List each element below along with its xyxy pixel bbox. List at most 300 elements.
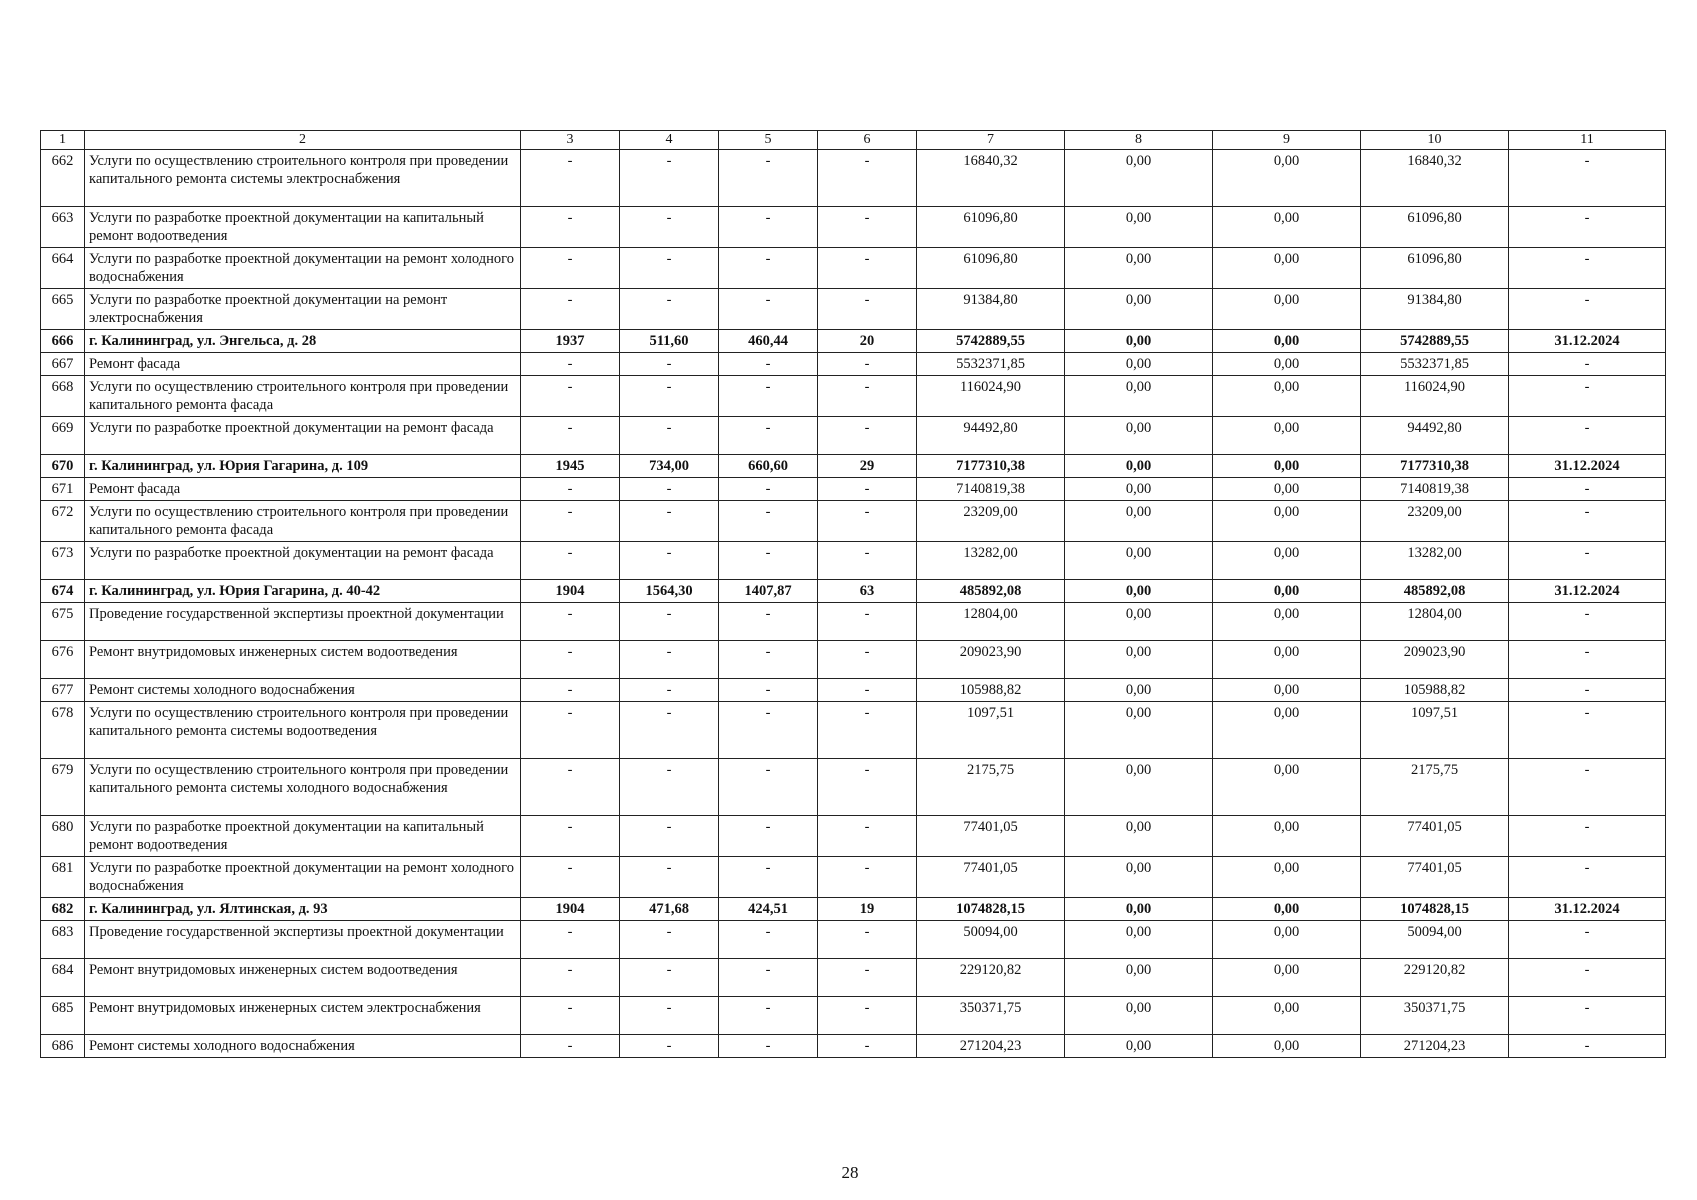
cell-col-5: - — [719, 641, 818, 679]
work-name: Услуги по осуществлению строительного контроля при проведении капитального ремонта системы холодного водоснабжения — [85, 759, 521, 816]
table-row — [41, 330, 1666, 353]
table-row — [41, 150, 1666, 207]
cell-col-7: 209023,90 — [917, 641, 1065, 679]
table-row — [41, 207, 1666, 248]
cell-col-6: - — [818, 759, 917, 816]
cell-col-10: 7140819,38 — [1361, 478, 1509, 501]
cell-col-6: - — [818, 679, 917, 702]
cell-col-4: - — [620, 353, 719, 376]
work-name: Услуги по осуществлению строительного контроля при проведении капитального ремонта фасада — [85, 376, 521, 417]
cell-col-6: - — [818, 289, 917, 330]
cell-col-11: - — [1509, 816, 1666, 857]
cell-col-8: 0,00 — [1065, 603, 1213, 641]
work-name: Ремонт системы холодного водоснабжения — [85, 1035, 521, 1058]
cell-col-4: 471,68 — [620, 898, 719, 921]
cell-col-3: - — [521, 702, 620, 759]
row-number: 667 — [41, 353, 85, 376]
cell-col-11: 31.12.2024 — [1509, 580, 1666, 603]
repair-register-table — [40, 130, 1666, 1058]
cell-col-6: - — [818, 417, 917, 455]
cell-col-4: - — [620, 603, 719, 641]
cell-col-4: - — [620, 857, 719, 898]
work-name: Услуги по разработке проектной документации на капитальный ремонт водоотведения — [85, 816, 521, 857]
cell-col-10: 7177310,38 — [1361, 455, 1509, 478]
table-row — [41, 478, 1666, 501]
cell-col-11: - — [1509, 501, 1666, 542]
table-row — [41, 353, 1666, 376]
table-row — [41, 289, 1666, 330]
cell-col-6: - — [818, 501, 917, 542]
cell-col-9: 0,00 — [1213, 997, 1361, 1035]
work-name: Ремонт внутридомовых инженерных систем водоотведения — [85, 959, 521, 997]
cell-col-7: 2175,75 — [917, 759, 1065, 816]
cell-col-4: - — [620, 959, 719, 997]
cell-col-9: 0,00 — [1213, 816, 1361, 857]
cell-col-6: - — [818, 959, 917, 997]
cell-col-3: - — [521, 959, 620, 997]
cell-col-7: 1074828,15 — [917, 898, 1065, 921]
table-body — [41, 131, 1666, 1058]
cell-col-5: 660,60 — [719, 455, 818, 478]
work-name: Проведение государственной экспертизы проектной документации — [85, 921, 521, 959]
cell-col-9: 0,00 — [1213, 417, 1361, 455]
cell-col-8: 0,00 — [1065, 702, 1213, 759]
cell-col-8: 0,00 — [1065, 289, 1213, 330]
row-number: 673 — [41, 542, 85, 580]
cell-col-9: 0,00 — [1213, 857, 1361, 898]
cell-col-6: 63 — [818, 580, 917, 603]
cell-col-4: - — [620, 376, 719, 417]
cell-col-10: 229120,82 — [1361, 959, 1509, 997]
row-number: 679 — [41, 759, 85, 816]
cell-col-3: - — [521, 501, 620, 542]
cell-col-4: - — [620, 289, 719, 330]
cell-col-6: - — [818, 603, 917, 641]
table-row — [41, 603, 1666, 641]
cell-col-6: - — [818, 641, 917, 679]
cell-col-8: 0,00 — [1065, 417, 1213, 455]
row-number: 682 — [41, 898, 85, 921]
cell-col-11: - — [1509, 857, 1666, 898]
cell-col-5: - — [719, 542, 818, 580]
work-name: Услуги по разработке проектной документации на ремонт электроснабжения — [85, 289, 521, 330]
cell-col-11: 31.12.2024 — [1509, 330, 1666, 353]
page-number: 28 — [841, 1163, 859, 1182]
cell-col-4: 1564,30 — [620, 580, 719, 603]
row-number: 674 — [41, 580, 85, 603]
cell-col-9: 0,00 — [1213, 330, 1361, 353]
table-row — [41, 898, 1666, 921]
cell-col-8: 0,00 — [1065, 150, 1213, 207]
cell-col-5: - — [719, 997, 818, 1035]
cell-col-8: 0,00 — [1065, 898, 1213, 921]
cell-col-7: 5532371,85 — [917, 353, 1065, 376]
cell-col-7: 50094,00 — [917, 921, 1065, 959]
work-name: Услуги по разработке проектной документации на ремонт фасада — [85, 542, 521, 580]
table-row — [41, 679, 1666, 702]
cell-col-10: 5532371,85 — [1361, 353, 1509, 376]
work-name: г. Калининград, ул. Юрия Гагарина, д. 109 — [85, 455, 521, 478]
cell-col-4: - — [620, 542, 719, 580]
cell-col-9: 0,00 — [1213, 759, 1361, 816]
cell-col-9: 0,00 — [1213, 921, 1361, 959]
cell-col-6: - — [818, 857, 917, 898]
work-name: Ремонт фасада — [85, 353, 521, 376]
cell-col-8: 0,00 — [1065, 580, 1213, 603]
cell-col-8: 0,00 — [1065, 248, 1213, 289]
cell-col-7: 77401,05 — [917, 857, 1065, 898]
cell-col-11: - — [1509, 289, 1666, 330]
cell-col-6: - — [818, 353, 917, 376]
cell-col-5: - — [719, 353, 818, 376]
cell-col-10: 271204,23 — [1361, 1035, 1509, 1058]
cell-col-10: 94492,80 — [1361, 417, 1509, 455]
cell-col-3: 1904 — [521, 898, 620, 921]
cell-col-3: - — [521, 376, 620, 417]
cell-col-9: 0,00 — [1213, 542, 1361, 580]
cell-col-7: 229120,82 — [917, 959, 1065, 997]
cell-col-7: 485892,08 — [917, 580, 1065, 603]
work-name: Проведение государственной экспертизы проектной документации — [85, 603, 521, 641]
cell-col-9: 0,00 — [1213, 679, 1361, 702]
cell-col-10: 13282,00 — [1361, 542, 1509, 580]
work-name: Ремонт фасада — [85, 478, 521, 501]
row-number: 680 — [41, 816, 85, 857]
cell-col-8: 0,00 — [1065, 455, 1213, 478]
row-number: 663 — [41, 207, 85, 248]
work-name: г. Калининград, ул. Ялтинская, д. 93 — [85, 898, 521, 921]
cell-col-4: - — [620, 759, 719, 816]
cell-col-11: - — [1509, 702, 1666, 759]
work-name: Услуги по разработке проектной документации на ремонт холодного водоснабжения — [85, 857, 521, 898]
cell-col-6: 29 — [818, 455, 917, 478]
cell-col-7: 61096,80 — [917, 207, 1065, 248]
cell-col-4: - — [620, 816, 719, 857]
cell-col-4: 734,00 — [620, 455, 719, 478]
cell-col-9: 0,00 — [1213, 603, 1361, 641]
work-name: г. Калининград, ул. Юрия Гагарина, д. 40-42 — [85, 580, 521, 603]
cell-col-3: - — [521, 603, 620, 641]
cell-col-3: - — [521, 542, 620, 580]
cell-col-4: - — [620, 478, 719, 501]
cell-col-8: 0,00 — [1065, 478, 1213, 501]
row-number: 676 — [41, 641, 85, 679]
cell-col-4: - — [620, 679, 719, 702]
cell-col-10: 105988,82 — [1361, 679, 1509, 702]
column-header: 11 — [1509, 131, 1666, 150]
cell-col-3: - — [521, 248, 620, 289]
cell-col-11: - — [1509, 542, 1666, 580]
cell-col-8: 0,00 — [1065, 330, 1213, 353]
cell-col-11: - — [1509, 603, 1666, 641]
cell-col-7: 271204,23 — [917, 1035, 1065, 1058]
cell-col-5: - — [719, 959, 818, 997]
column-header: 2 — [85, 131, 521, 150]
work-name: Услуги по разработке проектной документации на ремонт фасада — [85, 417, 521, 455]
cell-col-11: - — [1509, 759, 1666, 816]
cell-col-9: 0,00 — [1213, 248, 1361, 289]
cell-col-5: - — [719, 921, 818, 959]
row-number: 672 — [41, 501, 85, 542]
cell-col-11: - — [1509, 959, 1666, 997]
cell-col-5: - — [719, 857, 818, 898]
cell-col-10: 2175,75 — [1361, 759, 1509, 816]
column-number-row — [41, 131, 1666, 150]
cell-col-4: 511,60 — [620, 330, 719, 353]
cell-col-8: 0,00 — [1065, 816, 1213, 857]
cell-col-9: 0,00 — [1213, 959, 1361, 997]
cell-col-5: 1407,87 — [719, 580, 818, 603]
row-number: 685 — [41, 997, 85, 1035]
cell-col-11: - — [1509, 921, 1666, 959]
cell-col-10: 23209,00 — [1361, 501, 1509, 542]
table-row — [41, 376, 1666, 417]
cell-col-5: - — [719, 248, 818, 289]
cell-col-6: - — [818, 478, 917, 501]
cell-col-7: 77401,05 — [917, 816, 1065, 857]
cell-col-3: 1945 — [521, 455, 620, 478]
table-row — [41, 501, 1666, 542]
cell-col-7: 91384,80 — [917, 289, 1065, 330]
cell-col-4: - — [620, 248, 719, 289]
cell-col-10: 1097,51 — [1361, 702, 1509, 759]
cell-col-5: - — [719, 816, 818, 857]
cell-col-9: 0,00 — [1213, 376, 1361, 417]
cell-col-9: 0,00 — [1213, 353, 1361, 376]
row-number: 669 — [41, 417, 85, 455]
work-name: Услуги по разработке проектной документации на капитальный ремонт водоотведения — [85, 207, 521, 248]
cell-col-7: 5742889,55 — [917, 330, 1065, 353]
work-name: Услуги по разработке проектной документации на ремонт холодного водоснабжения — [85, 248, 521, 289]
cell-col-10: 61096,80 — [1361, 207, 1509, 248]
cell-col-8: 0,00 — [1065, 542, 1213, 580]
column-header: 10 — [1361, 131, 1509, 150]
cell-col-4: - — [620, 150, 719, 207]
work-name: Ремонт системы холодного водоснабжения — [85, 679, 521, 702]
cell-col-7: 23209,00 — [917, 501, 1065, 542]
cell-col-11: - — [1509, 997, 1666, 1035]
cell-col-9: 0,00 — [1213, 1035, 1361, 1058]
cell-col-7: 12804,00 — [917, 603, 1065, 641]
cell-col-5: - — [719, 376, 818, 417]
cell-col-3: - — [521, 417, 620, 455]
cell-col-11: 31.12.2024 — [1509, 898, 1666, 921]
cell-col-7: 7140819,38 — [917, 478, 1065, 501]
table-row — [41, 959, 1666, 997]
cell-col-11: - — [1509, 1035, 1666, 1058]
cell-col-3: - — [521, 207, 620, 248]
cell-col-3: 1904 — [521, 580, 620, 603]
cell-col-6: 20 — [818, 330, 917, 353]
table-row — [41, 997, 1666, 1035]
table-row — [41, 542, 1666, 580]
cell-col-9: 0,00 — [1213, 478, 1361, 501]
row-number: 665 — [41, 289, 85, 330]
cell-col-8: 0,00 — [1065, 997, 1213, 1035]
cell-col-4: - — [620, 501, 719, 542]
cell-col-9: 0,00 — [1213, 289, 1361, 330]
cell-col-3: - — [521, 641, 620, 679]
cell-col-4: - — [620, 702, 719, 759]
cell-col-6: - — [818, 816, 917, 857]
table-row — [41, 580, 1666, 603]
cell-col-6: - — [818, 150, 917, 207]
row-number: 677 — [41, 679, 85, 702]
cell-col-5: - — [719, 1035, 818, 1058]
cell-col-8: 0,00 — [1065, 641, 1213, 679]
cell-col-9: 0,00 — [1213, 455, 1361, 478]
cell-col-6: - — [818, 207, 917, 248]
cell-col-4: - — [620, 997, 719, 1035]
cell-col-7: 116024,90 — [917, 376, 1065, 417]
cell-col-11: 31.12.2024 — [1509, 455, 1666, 478]
column-header: 3 — [521, 131, 620, 150]
cell-col-8: 0,00 — [1065, 501, 1213, 542]
cell-col-3: - — [521, 997, 620, 1035]
table-row — [41, 759, 1666, 816]
table-row — [41, 455, 1666, 478]
cell-col-8: 0,00 — [1065, 759, 1213, 816]
row-number: 678 — [41, 702, 85, 759]
column-header: 5 — [719, 131, 818, 150]
cell-col-4: - — [620, 641, 719, 679]
work-name: Ремонт внутридомовых инженерных систем электроснабжения — [85, 997, 521, 1035]
cell-col-8: 0,00 — [1065, 353, 1213, 376]
cell-col-3: - — [521, 857, 620, 898]
row-number: 664 — [41, 248, 85, 289]
cell-col-11: - — [1509, 376, 1666, 417]
cell-col-11: - — [1509, 150, 1666, 207]
cell-col-10: 16840,32 — [1361, 150, 1509, 207]
cell-col-10: 5742889,55 — [1361, 330, 1509, 353]
row-number: 683 — [41, 921, 85, 959]
cell-col-6: - — [818, 702, 917, 759]
cell-col-3: 1937 — [521, 330, 620, 353]
cell-col-3: - — [521, 289, 620, 330]
cell-col-7: 94492,80 — [917, 417, 1065, 455]
row-number: 668 — [41, 376, 85, 417]
cell-col-11: - — [1509, 353, 1666, 376]
table-row — [41, 921, 1666, 959]
cell-col-4: - — [620, 1035, 719, 1058]
table-row — [41, 417, 1666, 455]
row-number: 684 — [41, 959, 85, 997]
column-header: 7 — [917, 131, 1065, 150]
cell-col-7: 16840,32 — [917, 150, 1065, 207]
row-number: 670 — [41, 455, 85, 478]
column-header: 1 — [41, 131, 85, 150]
cell-col-3: - — [521, 150, 620, 207]
cell-col-10: 485892,08 — [1361, 580, 1509, 603]
row-number: 662 — [41, 150, 85, 207]
cell-col-8: 0,00 — [1065, 959, 1213, 997]
row-number: 675 — [41, 603, 85, 641]
cell-col-8: 0,00 — [1065, 376, 1213, 417]
table-row — [41, 816, 1666, 857]
cell-col-5: - — [719, 679, 818, 702]
cell-col-5: 424,51 — [719, 898, 818, 921]
cell-col-5: - — [719, 603, 818, 641]
work-name: Услуги по осуществлению строительного контроля при проведении капитального ремонта системы электроснабжения — [85, 150, 521, 207]
cell-col-8: 0,00 — [1065, 679, 1213, 702]
cell-col-9: 0,00 — [1213, 702, 1361, 759]
cell-col-3: - — [521, 1035, 620, 1058]
cell-col-9: 0,00 — [1213, 580, 1361, 603]
cell-col-8: 0,00 — [1065, 857, 1213, 898]
cell-col-3: - — [521, 679, 620, 702]
cell-col-6: - — [818, 542, 917, 580]
cell-col-5: - — [719, 150, 818, 207]
cell-col-7: 105988,82 — [917, 679, 1065, 702]
cell-col-5: - — [719, 207, 818, 248]
cell-col-6: 19 — [818, 898, 917, 921]
cell-col-5: - — [719, 478, 818, 501]
cell-col-9: 0,00 — [1213, 501, 1361, 542]
cell-col-11: - — [1509, 248, 1666, 289]
table-row — [41, 857, 1666, 898]
cell-col-3: - — [521, 759, 620, 816]
cell-col-7: 350371,75 — [917, 997, 1065, 1035]
cell-col-10: 61096,80 — [1361, 248, 1509, 289]
column-header: 4 — [620, 131, 719, 150]
cell-col-3: - — [521, 921, 620, 959]
cell-col-3: - — [521, 816, 620, 857]
cell-col-6: - — [818, 376, 917, 417]
row-number: 671 — [41, 478, 85, 501]
cell-col-9: 0,00 — [1213, 898, 1361, 921]
cell-col-10: 350371,75 — [1361, 997, 1509, 1035]
cell-col-5: - — [719, 702, 818, 759]
cell-col-6: - — [818, 997, 917, 1035]
cell-col-10: 77401,05 — [1361, 857, 1509, 898]
cell-col-9: 0,00 — [1213, 641, 1361, 679]
cell-col-5: - — [719, 759, 818, 816]
cell-col-3: - — [521, 353, 620, 376]
work-name: Услуги по осуществлению строительного контроля при проведении капитального ремонта системы водоотведения — [85, 702, 521, 759]
cell-col-7: 13282,00 — [917, 542, 1065, 580]
cell-col-10: 12804,00 — [1361, 603, 1509, 641]
cell-col-7: 61096,80 — [917, 248, 1065, 289]
cell-col-8: 0,00 — [1065, 1035, 1213, 1058]
cell-col-6: - — [818, 248, 917, 289]
column-header: 8 — [1065, 131, 1213, 150]
cell-col-5: 460,44 — [719, 330, 818, 353]
cell-col-10: 91384,80 — [1361, 289, 1509, 330]
table-row — [41, 1035, 1666, 1058]
cell-col-3: - — [521, 478, 620, 501]
cell-col-9: 0,00 — [1213, 207, 1361, 248]
cell-col-5: - — [719, 501, 818, 542]
cell-col-6: - — [818, 921, 917, 959]
cell-col-10: 1074828,15 — [1361, 898, 1509, 921]
cell-col-11: - — [1509, 207, 1666, 248]
cell-col-5: - — [719, 289, 818, 330]
cell-col-11: - — [1509, 478, 1666, 501]
cell-col-9: 0,00 — [1213, 150, 1361, 207]
work-name: Ремонт внутридомовых инженерных систем водоотведения — [85, 641, 521, 679]
cell-col-4: - — [620, 207, 719, 248]
cell-col-11: - — [1509, 641, 1666, 679]
cell-col-8: 0,00 — [1065, 921, 1213, 959]
cell-col-8: 0,00 — [1065, 207, 1213, 248]
row-number: 681 — [41, 857, 85, 898]
table-row — [41, 641, 1666, 679]
work-name: Услуги по осуществлению строительного контроля при проведении капитального ремонта фасада — [85, 501, 521, 542]
cell-col-10: 77401,05 — [1361, 816, 1509, 857]
table-row — [41, 248, 1666, 289]
cell-col-7: 1097,51 — [917, 702, 1065, 759]
cell-col-11: - — [1509, 417, 1666, 455]
